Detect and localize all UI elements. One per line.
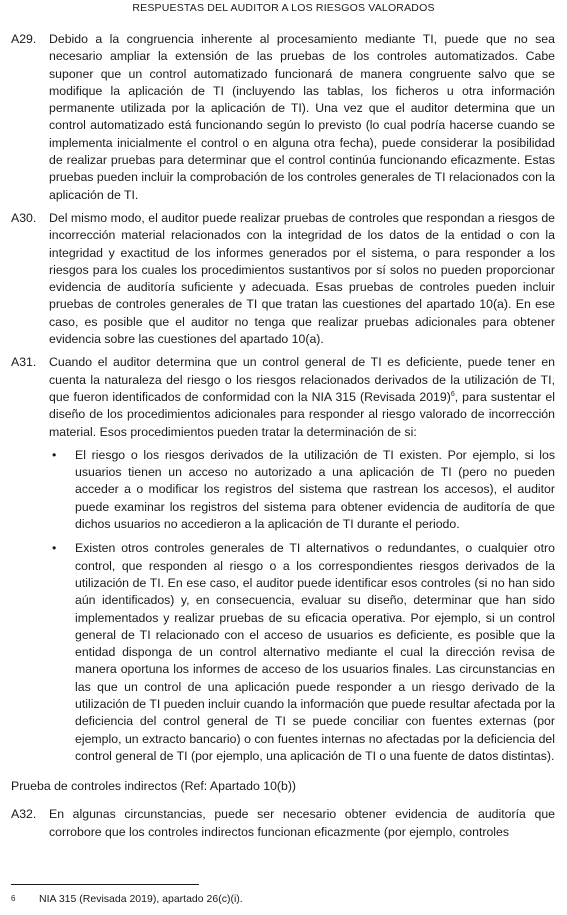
paragraph-number: A32.: [11, 807, 37, 822]
footnote-number: 6: [11, 894, 16, 903]
paragraph-a30: [0, 210, 567, 348]
bullet-icon: •: [52, 447, 57, 462]
paragraph-text-part: Cuando el auditor determina que un control general de TI es deficiente, puede tener en cuenta la naturaleza del riesgo o los riesgos relacionados derivados de la utilización de TI, que fueron identificados de conformidad con la NIA 315 (Revisada 2019): [49, 355, 555, 404]
paragraph-text: Debido a la congruencia inherente al procesamiento mediante TI, puede que no sea necesario ampliar la extensión de las pruebas de los controles automatizados. Cabe suponer que un control automatizado funcionará de manera congruente salvo que se modifique la aplicación de TI (incluyendo las tablas, los ficheros u otra información permanente utilizada por la aplicación de TI). Una vez que el auditor determina que un control automatizado está funcionando según lo previsto (lo cual podría hacerse cuando se implementa inicialmente el control o en alguna otra fecha), puede considerar la posibilidad de realizar pruebas para determinar que el control continúa funcionando eficazmente. Estas pruebas pueden incluir la comprobación de los controles generales de TI relacionados con la aplicación de TI.: [49, 32, 555, 202]
paragraph-text: En algunas circunstancias, puede ser necesario obtener evidencia de auditoría que corrobore que los controles indirectos funcionan eficazmente (por ejemplo, controles: [49, 807, 555, 839]
paragraph-number: A30.: [11, 210, 37, 225]
paragraph-a31: [0, 354, 567, 772]
paragraph-number: A31.: [11, 355, 37, 370]
paragraph-a29: [0, 31, 567, 204]
paragraph-text-part: , para sustentar el diseño de los procedimientos adicionales para responder al riesgo valorado de incorrección material. Esos procedimientos pueden tratar la determinación de si:: [49, 389, 555, 439]
list-item-text: El riesgo o los riesgos derivados de la utilización de TI existen. Por ejemplo, si los usuarios tienen un acceso no autorizado a una aplicación de TI (pero no pueden acceder a o modificar los registros del sistema que rastrean los accesos), el auditor puede examinar los registros del sistema para obtener evidencia de auditoría de que dichos usuarios no accedieron a la aplicación de TI durante el periodo.: [75, 447, 555, 532]
footnote: [11, 892, 243, 906]
paragraph-number: A29.: [11, 32, 37, 46]
section-subheading: Prueba de controles indirectos (Ref: Apartado 10(b)): [11, 779, 297, 794]
bullet-icon: •: [52, 541, 57, 556]
list-item: [49, 447, 555, 533]
paragraph-text: [49, 354, 555, 440]
page-body: [0, 31, 567, 847]
running-header: RESPUESTAS DEL AUDITOR A LOS RIESGOS VALORADOS: [132, 2, 435, 14]
footnote-text: NIA 315 (Revisada 2019), apartado 26(c)(i).: [39, 893, 243, 905]
list-item: [49, 540, 555, 765]
paragraph-text: Del mismo modo, el auditor puede realizar pruebas de controles que respondan a riesgos de incorrección material relacionados con la integridad de los datos de la entidad o con la integridad y exactitud de los informes generados por el sistema, o para responder a los riesgos para los cuales los procedimientos sustantivos por sí solos no pueden proporcionar evidencia de auditoría suficiente y adecuada. Esas pruebas de controles pueden incluir pruebas de controles generales de TI que tratan las cuestiones del apartado 10(a). En ese caso, es posible que el auditor no tenga que realizar pruebas adicionales para obtener evidencia sobre las cuestiones del apartado 10(a).: [49, 210, 555, 347]
bullet-list: [49, 447, 555, 765]
footnote-reference[interactable]: 6: [450, 390, 455, 398]
list-item-text: Existen otros controles generales de TI alternativos o redundantes, o cualquier otro control, que responden al riesgo o a los correspondientes riesgos derivados de la utilización de TI. En ese caso, el auditor puede identificar esos controles (si no han sido aún identificados) y, en consecuencia, evaluar su diseño, determinar que han sido implementados y realizar pruebas de su eficacia operativa. Por ejemplo, si un control general de TI relacionado con el acceso de usuarios es deficiente, es posible que la entidad disponga de un control alternativo mediante el cual la dirección revisa de manera oportuna los informes de acceso de los usuarios finales. Las circunstancias en las que un control de una aplicación puede responder a un riesgo derivado de la utilización de TI pueden incluir cuando la información que puede resultar afectada por la deficiencia del control general de TI se puede conciliar con fuentes externas (por ejemplo, un extracto bancario) o con fuentes internas no afectadas por la deficiencia del control general de TI (por ejemplo, una aplicación de TI o una fuente de datos distintas).: [75, 541, 555, 763]
paragraph-a32: [0, 806, 567, 841]
footnote-divider: [11, 884, 199, 885]
paragraph-body: [49, 354, 567, 772]
